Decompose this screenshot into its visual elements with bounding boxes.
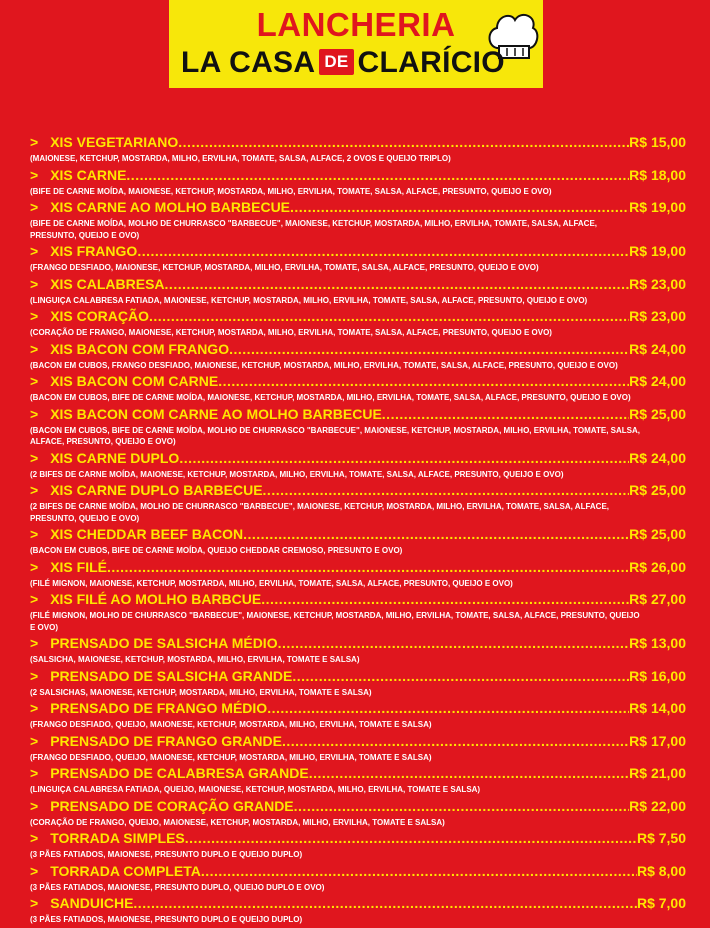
arrow-bullet-icon: >: [30, 526, 39, 542]
menu-item-title-row: [30, 167, 686, 186]
dot-leader: [292, 668, 629, 684]
menu-item-title-row: [30, 276, 686, 295]
menu-item: [30, 830, 710, 863]
menu-item-description: (2 BIFES DE CARNE MOÍDA, MAIONESE, KETCHUP, MOSTARDA, MILHO, ERVILHA, TOMATE, SALSA, ALFACE, PRESUNTO, QUEIJO E OVO): [30, 469, 564, 479]
dot-leader: [290, 199, 629, 215]
dot-leader: [243, 526, 629, 542]
dot-leader: [133, 895, 637, 911]
menu-item-title-row: [30, 863, 686, 882]
dot-leader: [282, 733, 629, 749]
menu-item: [30, 733, 710, 766]
arrow-bullet-icon: >: [30, 405, 39, 422]
menu-item-name: PRENSADO DE FRANGO GRANDE: [50, 732, 282, 749]
menu-item-name: XIS CARNE DUPLO BARBECUE: [50, 482, 263, 498]
menu-item-price: R$ 24,00: [629, 340, 686, 357]
arrow-bullet-icon: >: [30, 449, 39, 466]
menu-item-title-row: [30, 308, 686, 327]
menu-item-title-row: [30, 668, 686, 687]
menu-item-price: R$ 16,00: [629, 667, 686, 684]
menu-item-name: XIS BACON COM CARNE: [50, 373, 219, 389]
menu-item-price: R$ 27,00: [629, 591, 686, 607]
menu-item-description: (BACON EM CUBOS, BIFE DE CARNE MOÍDA, MOLHO DE CHURRASCO "BARBECUE", MAIONESE, KETCHUP, MOSTARDA, MILHO, ERVILHA, TOMATE, SALSA, ALFACE, PRESUNTO, QUEIJO E OVO): [30, 425, 640, 446]
menu-item-price: R$ 23,00: [629, 308, 686, 324]
menu-item-price: R$ 7,00: [636, 895, 686, 911]
menu-item-title-row: [30, 765, 686, 784]
arrow-bullet-icon: >: [30, 134, 39, 150]
menu-item: [30, 276, 710, 309]
menu-item-description: (2 BIFES DE CARNE MOÍDA, MOLHO DE CHURRASCO "BARBECUE", MAIONESE, KETCHUP, MOSTARDA, MILHO, ERVILHA, TOMATE, SALSA, ALFACE, PRESUNTO, QUEIJO E OVO): [30, 502, 610, 523]
menu-item-description: (FRANGO DESFIADO, MAIONESE, KETCHUP, MOSTARDA, MILHO, ERVILHA, TOMATE, SALSA, ALFACE, PRESUNTO, QUEIJO E OVO): [30, 263, 539, 272]
menu-item: [30, 863, 710, 896]
arrow-bullet-icon: >: [30, 373, 39, 389]
menu-item-name: XIS CARNE AO MOLHO BARBECUE: [50, 199, 291, 215]
menu-item-name: XIS FRANGO: [50, 243, 138, 259]
menu-item-price: R$ 14,00: [629, 700, 686, 716]
menu-item: [30, 167, 710, 200]
menu-item: [30, 373, 710, 406]
menu-item-title-row: [30, 406, 686, 425]
menu-item-title-row: [30, 733, 686, 752]
menu-item-name: XIS FILÉ: [50, 558, 107, 575]
dot-leader: [126, 167, 629, 183]
dot-leader: [267, 700, 629, 716]
dot-leader: [201, 863, 637, 879]
menu-item-title-row: [30, 830, 686, 849]
menu-item: [30, 895, 710, 928]
menu-item-name: XIS VEGETARIANO: [50, 134, 179, 150]
menu-item: [30, 134, 710, 167]
logo-banner: [169, 0, 543, 88]
menu-item-title-row: [30, 450, 686, 469]
menu-item-name: XIS CORAÇÃO: [50, 308, 149, 324]
dot-leader: [178, 134, 629, 150]
menu-item-name: PRENSADO DE FRANGO MÉDIO: [50, 700, 268, 716]
menu-item-description: (SALSICHA, MAIONESE, KETCHUP, MOSTARDA, MILHO, ERVILHA, TOMATE E SALSA): [30, 655, 360, 664]
menu-item-title-row: [30, 895, 686, 914]
dot-leader: [229, 341, 629, 357]
menu-item: [30, 482, 710, 526]
menu-item-name: XIS CALABRESA: [50, 275, 165, 292]
menu-item-description: (BIFE DE CARNE MOÍDA, MOLHO DE CHURRASCO "BARBECUE", MAIONESE, KETCHUP, MOSTARDA, MILHO, ERVILHA, TOMATE, SALSA, ALFACE, PRESUNTO, QUEIJO E OVO): [30, 219, 598, 240]
menu-item-price: R$ 23,00: [629, 275, 686, 292]
dot-leader: [179, 450, 629, 466]
menu-item-name: XIS FILÉ AO MOLHO BARBCUE: [50, 591, 262, 607]
menu-item-description: (FRANGO DESFIADO, QUEIJO, MAIONESE, KETCHUP, MOSTARDA, MILHO, ERVILHA, TOMATE E SALSA): [30, 720, 432, 729]
menu-item-name: TORRADA SIMPLES: [50, 830, 185, 846]
arrow-bullet-icon: >: [30, 765, 39, 781]
menu-item-title-row: [30, 635, 686, 654]
menu-item-description: (BACON EM CUBOS, BIFE DE CARNE MOÍDA, MAIONESE, KETCHUP, MOSTARDA, MILHO, ERVILHA, TOMATE, SALSA, ALFACE, PRESUNTO, QUEIJO E OVO): [30, 393, 631, 402]
menu-item-description: (BACON EM CUBOS, BIFE DE CARNE MOÍDA, QUEIJO CHEDDAR CREMOSO, PRESUNTO E OVO): [30, 546, 403, 555]
dot-leader: [185, 830, 637, 846]
arrow-bullet-icon: >: [30, 166, 39, 183]
menu-item: [30, 450, 710, 483]
arrow-bullet-icon: >: [30, 591, 39, 607]
dot-leader: [137, 243, 629, 259]
menu-item-description: (FRANGO DESFIADO, QUEIJO, MAIONESE, KETCHUP, MOSTARDA, MILHO, ERVILHA, TOMATE E SALSA): [30, 752, 432, 762]
arrow-bullet-icon: >: [30, 243, 39, 259]
menu-item-title-row: [30, 373, 686, 392]
menu-item-title-row: [30, 134, 686, 153]
menu-item-price: R$ 25,00: [629, 405, 686, 422]
menu-item: [30, 591, 710, 635]
menu-item-description: (3 PÃES FATIADOS, MAIONESE, PRESUNTO DUPLO E QUEIJO DUPLO): [30, 915, 303, 924]
arrow-bullet-icon: >: [30, 558, 39, 575]
dot-leader: [309, 765, 629, 781]
menu-item-name: TORRADA COMPLETA: [50, 862, 201, 879]
menu-item-title-row: [30, 700, 686, 719]
arrow-bullet-icon: >: [30, 700, 39, 716]
menu-item-name: XIS BACON COM FRANGO: [50, 340, 230, 357]
menu-item: [30, 798, 710, 831]
menu-item: [30, 700, 710, 733]
menu-item: [30, 559, 710, 592]
menu-item-title-row: [30, 526, 686, 545]
dot-leader: [107, 559, 629, 575]
menu-item: [30, 406, 710, 450]
arrow-bullet-icon: >: [30, 275, 39, 292]
arrow-bullet-icon: >: [30, 830, 39, 846]
menu-item-description: (FILÉ MIGNON, MAIONESE, KETCHUP, MOSTARDA, MILHO, ERVILHA, TOMATE, SALSA, ALFACE, PRESUNTO, QUEIJO E OVO): [30, 578, 513, 588]
menu-item-title-row: [30, 199, 686, 218]
menu-item: [30, 526, 710, 559]
menu-item-price: R$ 26,00: [629, 558, 686, 575]
menu-item: [30, 243, 710, 276]
menu-item-price: R$ 25,00: [629, 526, 686, 542]
menu-item-title-row: [30, 482, 686, 501]
dot-leader: [382, 406, 629, 422]
menu-item-name: XIS CARNE: [50, 166, 127, 183]
menu-item: [30, 199, 710, 243]
arrow-bullet-icon: >: [30, 308, 39, 324]
menu-item-description: (2 SALSICHAS, MAIONESE, KETCHUP, MOSTARDA, MILHO, ERVILHA, TOMATE E SALSA): [30, 687, 372, 697]
menu-item-price: R$ 15,00: [629, 134, 686, 150]
menu-item-name: PRENSADO DE SALSICHA MÉDIO: [50, 635, 278, 651]
arrow-bullet-icon: >: [30, 340, 39, 357]
arrow-bullet-icon: >: [30, 482, 39, 498]
menu-item-description: (3 PÃES FATIADOS, MAIONESE, PRESUNTO DUPLO E QUEIJO DUPLO): [30, 850, 303, 859]
menu-item-description: (MAIONESE, KETCHUP, MOSTARDA, MILHO, ERVILHA, TOMATE, SALSA, ALFACE, 2 OVOS E QUEIJO TRIPLO): [30, 154, 451, 163]
menu-item-title-row: [30, 243, 686, 262]
menu-item-title-row: [30, 341, 686, 360]
menu-item-description: (CORAÇÃO DE FRANGO, MAIONESE, KETCHUP, MOSTARDA, MILHO, ERVILHA, TOMATE, SALSA, ALFACE, PRESUNTO, QUEIJO E OVO): [30, 328, 552, 337]
dot-leader: [149, 308, 629, 324]
menu-item-price: R$ 22,00: [629, 797, 686, 814]
menu-item-name: XIS BACON COM CARNE AO MOLHO BARBECUE: [50, 405, 382, 422]
menu-item-description: (FILÉ MIGNON, MOLHO DE CHURRASCO "BARBECUE", MAIONESE, KETCHUP, MOSTARDA, MILHO, ERVILHA, TOMATE, SALSA, ALFACE, PRESUNTO, QUEIJO E OVO): [30, 611, 640, 632]
menu-item-name: PRENSADO DE SALSICHA GRANDE: [50, 667, 293, 684]
dot-leader: [294, 798, 630, 814]
menu-item-name: PRENSADO DE CORAÇÃO GRANDE: [50, 797, 294, 814]
menu-item-price: R$ 24,00: [629, 449, 686, 466]
menu-item-price: R$ 7,50: [636, 830, 686, 846]
menu-item-description: (LINGUIÇA CALABRESA FATIADA, MAIONESE, KETCHUP, MOSTARDA, MILHO, ERVILHA, TOMATE, SALSA, ALFACE, PRESUNTO, QUEIJO E OVO): [30, 295, 588, 305]
menu-item-name: PRENSADO DE CALABRESA GRANDE: [50, 765, 309, 781]
logo-claricio: CLARÍCIO: [357, 46, 505, 79]
arrow-bullet-icon: >: [30, 199, 39, 215]
menu-item-title-row: [30, 559, 686, 578]
menu-item-price: R$ 25,00: [629, 482, 686, 498]
dot-leader: [218, 373, 629, 389]
dot-leader: [263, 482, 630, 498]
menu-item-name: XIS CARNE DUPLO: [50, 449, 180, 466]
arrow-bullet-icon: >: [30, 667, 39, 684]
menu-item-description: (BACON EM CUBOS, FRANGO DESFIADO, MAIONESE, KETCHUP, MOSTARDA, MILHO, ERVILHA, TOMATE, SALSA, ALFACE, PRESUNTO, QUEIJO E OVO): [30, 360, 618, 370]
menu-item-price: R$ 19,00: [629, 199, 686, 215]
menu-item-price: R$ 19,00: [629, 243, 686, 259]
dot-leader: [261, 591, 629, 607]
menu-item-title-row: [30, 798, 686, 817]
menu-item: [30, 635, 710, 668]
menu-item-description: (LINGUIÇA CALABRESA FATIADA, QUEIJO, MAIONESE, KETCHUP, MOSTARDA, MILHO, ERVILHA, TOMATE E SALSA): [30, 785, 481, 794]
menu-item-price: R$ 18,00: [629, 166, 686, 183]
logo-title-lancheria: LANCHERIA: [256, 6, 456, 43]
logo-de-badge: DE: [319, 49, 353, 75]
menu-item-price: R$ 17,00: [629, 732, 686, 749]
logo-la-casa: LA CASA: [181, 46, 316, 79]
menu-item: [30, 668, 710, 701]
arrow-bullet-icon: >: [30, 862, 39, 879]
menu-item: [30, 765, 710, 798]
menu-item-title-row: [30, 591, 686, 610]
menu-item-description: (3 PÃES FATIADOS, MAIONESE, PRESUNTO DUPLO, QUEIJO DUPLO E OVO): [30, 882, 325, 892]
logo-subtitle: [181, 46, 505, 80]
dot-leader: [278, 635, 630, 651]
menu-item-name: SANDUICHE: [50, 895, 134, 911]
menu-item: [30, 341, 710, 374]
menu-item-price: R$ 13,00: [629, 635, 686, 651]
menu-item-description: (BIFE DE CARNE MOÍDA, MAIONESE, KETCHUP, MOSTARDA, MILHO, ERVILHA, TOMATE, SALSA, ALFACE, PRESUNTO, QUEIJO E OVO): [30, 186, 552, 196]
menu-item-description: (CORAÇÃO DE FRANGO, QUEIJO, MAIONESE, KETCHUP, MOSTARDA, MILHO, ERVILHA, TOMATE E SALSA): [30, 817, 445, 827]
arrow-bullet-icon: >: [30, 732, 39, 749]
menu-item-name: XIS CHEDDAR BEEF BACON: [50, 526, 244, 542]
menu-item-price: R$ 24,00: [629, 373, 686, 389]
arrow-bullet-icon: >: [30, 797, 39, 814]
arrow-bullet-icon: >: [30, 895, 39, 911]
menu-item: [30, 308, 710, 341]
menu-item-price: R$ 8,00: [636, 862, 686, 879]
dot-leader: [165, 276, 630, 292]
menu-list: [0, 134, 710, 928]
menu-item-price: R$ 21,00: [629, 765, 686, 781]
arrow-bullet-icon: >: [30, 635, 39, 651]
